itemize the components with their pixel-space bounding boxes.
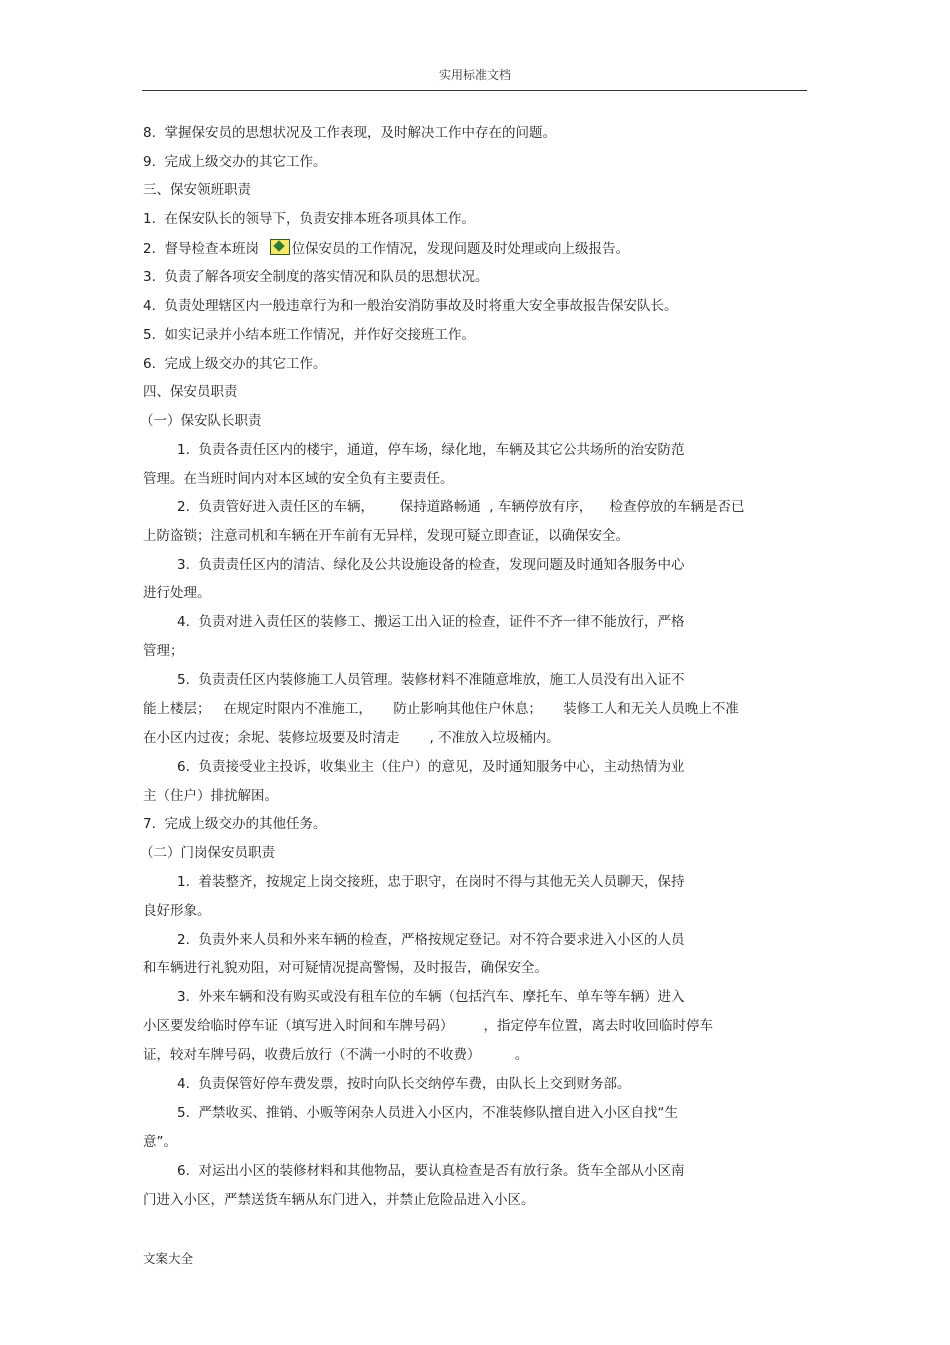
text-line: 意”。: [143, 1134, 177, 1150]
text-line: 4. 负责保管好停车费发票，按时向队长交纳停车费，由队长上交到财务部。: [177, 1076, 631, 1092]
text-line: 2. 负责管好进入责任区的车辆， 保持道路畅通 , 车辆停放有序， 检查停放的车辆是否已: [177, 499, 745, 515]
text-line: 9. 完成上级交办的其它工作。: [143, 154, 327, 170]
text-line: 上防盗锁；注意司机和车辆在开车前有无异样，发现可疑立即查证，以确保安全。: [143, 528, 629, 544]
text-line: 证，较对车牌号码，收费后放行（不满一小时的不收费） 。: [143, 1047, 529, 1063]
text-line: 5. 负责责任区内装修施工人员管理。装修材料不准随意堆放，施工人员没有出入证不: [177, 672, 685, 688]
text-segment: 位保安员的工作情况，发现问题及时处理或向上级报告。: [291, 241, 630, 257]
text-line: 1. 在保安队长的领导下，负责安排本班各项具体工作。: [143, 211, 475, 227]
text-segment: 2. 督导检查本班岗: [143, 241, 259, 257]
text-line: 3. 负责责任区内的清洁、绿化及公共设施设备的检查，发现问题及时通知各服务中心: [177, 557, 685, 573]
text-line-with-icon: [143, 239, 629, 258]
text-line: 管理。在当班时间内对本区域的安全负有主要责任。: [143, 471, 454, 487]
subsection-heading: （一）保安队长职责: [140, 413, 262, 429]
text-line: 6. 负责接受业主投诉，收集业主（住户）的意见，及时通知服务中心，主动热情为业: [177, 759, 685, 775]
text-line: 2. 负责外来人员和外来车辆的检查，严格按规定登记。对不符合要求进入小区的人员: [177, 932, 685, 948]
text-line: 4. 负责对进入责任区的装修工、搬运工出入证的检查，证件不齐一律不能放行，严格: [177, 614, 685, 630]
text-line: 8. 掌握保安员的思想状况及工作表现，及时解决工作中存在的问题。: [143, 125, 556, 141]
embedded-image-icon: [270, 239, 290, 255]
text-line: 门进入小区，严禁送货车辆从东门进入，并禁止危险品进入小区。: [143, 1192, 535, 1208]
text-line: 3. 负责了解各项安全制度的落实情况和队员的思想状况。: [143, 269, 489, 285]
header-rule: [142, 90, 807, 91]
subsection-heading: （二）门岗保安员职责: [140, 845, 275, 861]
text-line: 进行处理。: [143, 585, 211, 601]
page-footer: 文案大全: [143, 1251, 194, 1266]
text-line: 在小区内过夜；余坭、装修垃圾要及时清走 , 不准放入垃圾桶内。: [143, 730, 560, 746]
text-line: 6. 对运出小区的装修材料和其他物品，要认真检查是否有放行条。货车全部从小区南: [177, 1163, 685, 1179]
text-line: 良好形象。: [143, 903, 211, 919]
section-heading: 三、保安领班职责: [143, 182, 251, 198]
text-line: 3. 外来车辆和没有购买或没有租车位的车辆（包括汽车、摩托车、单车等车辆）进入: [177, 989, 685, 1005]
text-line: 能上楼层； 在规定时限内不准施工， 防止影响其他住户休息； 装修工人和无关人员晚上不准: [143, 701, 739, 717]
text-line: 5. 严禁收买、推销、小贩等闲杂人员进入小区内，不准装修队擅自进入小区自找“生: [177, 1105, 678, 1121]
text-line: 主（住户）排扰解困。: [143, 788, 278, 804]
text-line: 管理；: [143, 643, 184, 659]
text-line: 和车辆进行礼貌劝阻，对可疑情况提高警惕，及时报告，确保安全。: [143, 960, 548, 976]
text-line: 1. 负责各责任区内的楼宇，通道，停车场，绿化地，车辆及其它公共场所的治安防范: [177, 442, 685, 458]
section-heading: 四、保安员职责: [143, 384, 238, 400]
text-line: 5. 如实记录并小结本班工作情况，并作好交接班工作。: [143, 327, 475, 343]
text-line: 4. 负责处理辖区内一般违章行为和一般治安消防事故及时将重大安全事故报告保安队长。: [143, 298, 678, 314]
text-line: 1. 着装整齐，按规定上岗交接班，忠于职守，在岗时不得与其他无关人员聊天，保持: [177, 874, 685, 890]
page-header: 实用标准文档: [438, 68, 511, 82]
text-line: 小区要发给临时停车证（填写进入时间和车牌号码） ，指定停车位置，离去时收回临时停车: [143, 1018, 714, 1034]
text-line: 6. 完成上级交办的其它工作。: [143, 356, 327, 372]
text-line: 7. 完成上级交办的其他任务。: [143, 816, 327, 832]
